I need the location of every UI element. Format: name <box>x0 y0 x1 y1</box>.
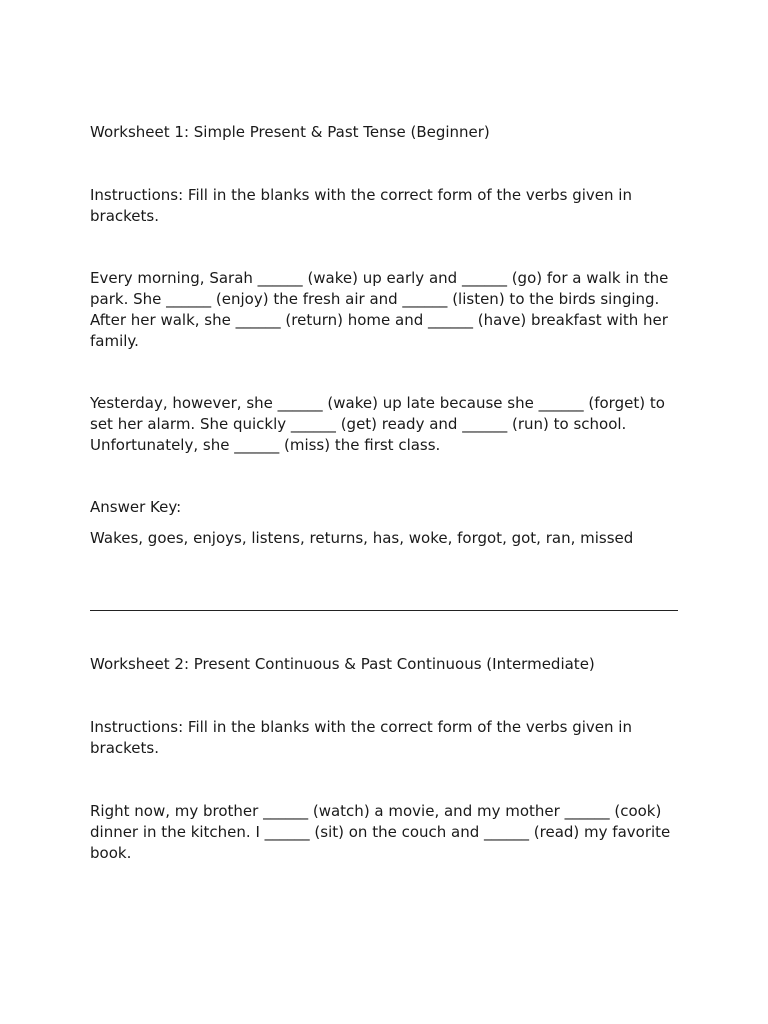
answer-key-label: Answer Key: <box>90 498 182 516</box>
worksheet-2-title: Worksheet 2: Present Continuous & Past Continuous (Intermediate) <box>90 655 595 673</box>
worksheet-1-title: Worksheet 1: Simple Present & Past Tense (Beginner) <box>90 123 490 141</box>
section-divider <box>90 610 678 611</box>
worksheet-2-instructions: Instructions: Fill in the blanks with the correct form of the verbs given in brackets. <box>90 718 632 757</box>
answer-key-text: Wakes, goes, enjoys, listens, returns, has, woke, forgot, got, ran, missed <box>90 529 634 547</box>
worksheet-1-paragraph-1: Every morning, Sarah ______ (wake) up early and ______ (go) for a walk in the park. She ______ (enjoy) the fresh air and ______ (listen) to the birds singing. After her walk, she ______ (return) home and ______ (have) breakfast with her family. <box>90 269 669 350</box>
worksheet-2-paragraph-1: Right now, my brother ______ (watch) a movie, and my mother ______ (cook) dinner in the kitchen. I ______ (sit) on the couch and ______ (read) my favorite book. <box>90 802 671 862</box>
worksheet-1-paragraph-2: Yesterday, however, she ______ (wake) up late because she ______ (forget) to set her alarm. She quickly ______ (get) ready and ______ (run) to school. Unfortunately, she ______ (miss) the first class. <box>90 394 665 454</box>
worksheet-1-instructions: Instructions: Fill in the blanks with the correct form of the verbs given in brackets. <box>90 186 632 225</box>
